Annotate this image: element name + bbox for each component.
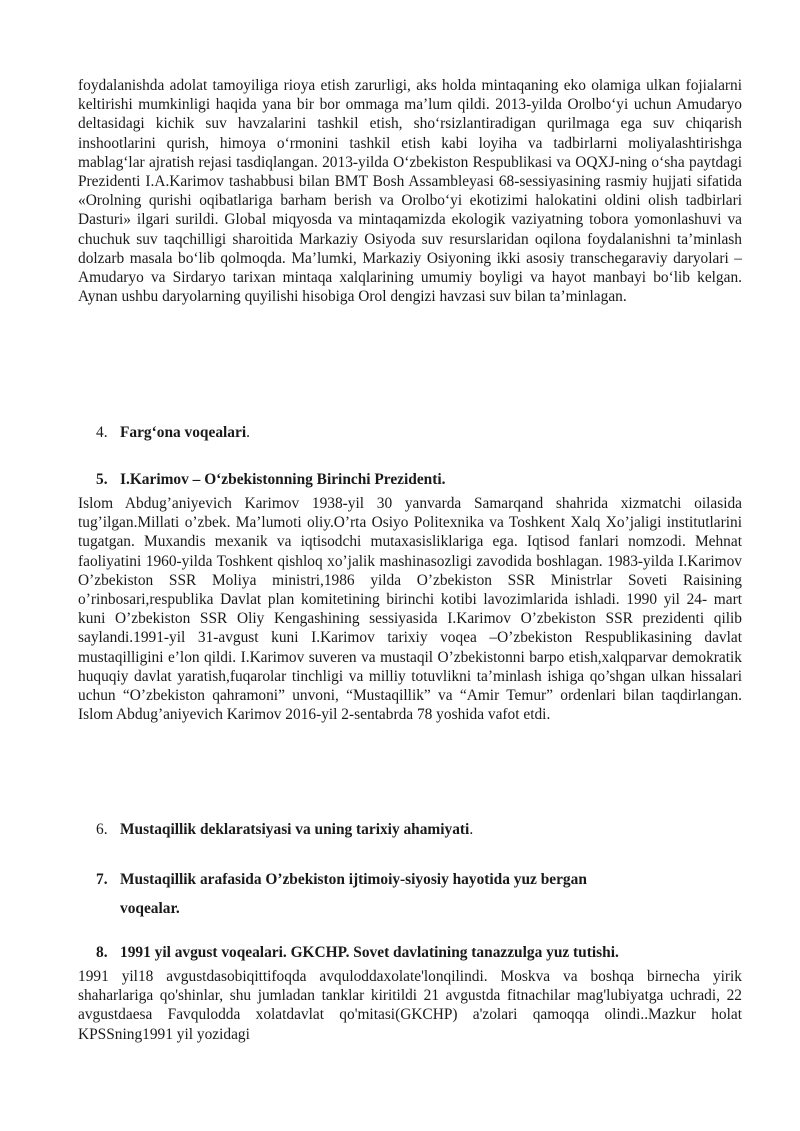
heading-title: Mustaqillik deklaratsiyasi va uning tarixiy ahamiyati <box>120 821 470 838</box>
paragraph-karimov-bio: Islom Abdug’aniyevich Karimov 1938-yil 30 yanvarda Samarqand shahrida xizmatchi oilasida tug’ilgan.Millati o’zbek. Ma’lumoti oliy.O’rta Osiyo Politexnika va Toshkent Xalq Xo’jaligi institutlarini tugatgan. Muxandis mexanik va iqtisodchi mutaxasisliklariga ega. Iqtisod fanlari nomzodi. Mehnat faoliyatini 1960-yilda Toshkent qishloq xo’jalik mashinasozligi zavodida boshlagan. 1983-yilda I.Karimov O’zbekiston SSR Moliya ministri,1986 yilda O’zbekiston SSR Ministrlar Soveti Raisining o’rinbosari,respublika Davlat plan komitetining birinchi kotibi lavozimlarida ishladi. 1990 yil 24- mart kuni O’zbekiston SSR Oliy Kengashining sessiyasida I.Karimov O’zbekiston SSR prezidenti qilib saylandi.1991-yil 31-avgust kuni I.Karimov tarixiy voqea –O’zbekiston Respublikasining davlat mustaqilligini e’lon qildi. I.Karimov suveren va mustaqil O’zbekistonni barpo etish,xalqparvar demokratik huquqiy davlat yaratish,fuqarolar tinchligi va milliy totuvlikni ta’minlash ishiga qo’shgan ulkan hissalari uchun “O’zbekiston qahramoni” unvoni, “Mustaqillik” va “Amir Temur” ordenlari bilan taqdirlangan. Islom Abdug’aniyevich Karimov 2016-yil 2-sentabrda 78 yoshida vafot etdi. <box>78 495 742 724</box>
heading-pre-independence-events <box>96 865 716 923</box>
heading-number: 8. <box>96 944 108 961</box>
heading-title-line1: Mustaqillik arafasida O’zbekiston ijtimoiy-siyosiy hayotida yuz bergan <box>120 871 587 888</box>
heading-title-line2: voqealar. <box>120 900 180 917</box>
paragraph-aral-sea: foydalanishda adolat tamoyiliga rioya etish zarurligi, aks holda mintaqaning eko olamiga ulkan fojialarni keltirishi mumkinligi haqida yana bir bor ommaga maʼlum qildi. 2013-yilda Orolboʻyi uchun Amudaryo deltasidagi kichik suv havzalarini tashkil etish, shoʻrsizlantiradigan qurilmaga ega suv chiqarish inshootlarini qurish, himoya oʻrmonini tashkil etish kabi loyiha va tadbirlarni moliyalashtirishga mablagʻlar ajratish rejasi tasdiqlangan. 2013-yilda Oʻzbekiston Respublikasi va OQXJ-ning oʻsha paytdagi Prezidenti I.A.Karimov tashabbusi bilan BMT Bosh Assambleyasi 68-sessiyasining rasmiy hujjati sifatida «Orolning qurishi oqibatlariga barham berish va Orolboʻyi ekotizimi halokatini oldini olish tadbirlari Dasturi» ilgari surildi. Global miqyosda va mintaqamizda ekologik vaziyatning tobora yomonlashuvi va chuchuk suv taqchilligi sharoitida Markaziy Osiyoda suv resurslaridan oqilona foydalanishni taʼminlash dolzarb masala boʻlib qolmoqda. Maʼlumki, Markaziy Osiyoning ikki asosiy transchegaraviy daryolari – Amudaryo va Sirdaryo tarixan mintaqa xalqlarining umumiy boyligi va hayot manbayi boʻlib kelgan. Aynan ushbu daryolarning quyilishi hisobiga Orol dengizi havzasi suv bilan taʼminlagan. <box>78 77 742 306</box>
heading-number: 6. <box>96 821 108 838</box>
heading-suffix: . <box>469 821 474 838</box>
heading-title: I.Karimov – O‘zbekistonning Birinchi Prezidenti. <box>120 471 446 488</box>
heading-number: 7. <box>96 871 108 888</box>
heading-number: 5. <box>96 471 108 488</box>
heading-title: 1991 yil avgust voqealari. GKCHP. Sovet davlatining tanazzulga yuz tutishi. <box>120 944 619 961</box>
paragraph-gkchp: 1991 yil18 avgustdasobiqittifoqda avquloddaxolate'lonqilindi. Moskva va boshqa birnecha yirik shaharlariga qo'shinlar, shu jumladan tanklar kiritildi 21 avgustda fitnachilar mag'lubiyatga uchradi, 22 avgustdaesa Favqulodda xolatdavlat qo'mitasi(GKCHP) a'zolari qamoqqa olindi..Mazkur holat KPSSning1991 yil yozidagi <box>78 968 742 1043</box>
heading-suffix: . <box>246 424 250 441</box>
heading-title: Farg‘ona voqealari <box>120 424 247 441</box>
heading-number: 4. <box>96 424 108 441</box>
